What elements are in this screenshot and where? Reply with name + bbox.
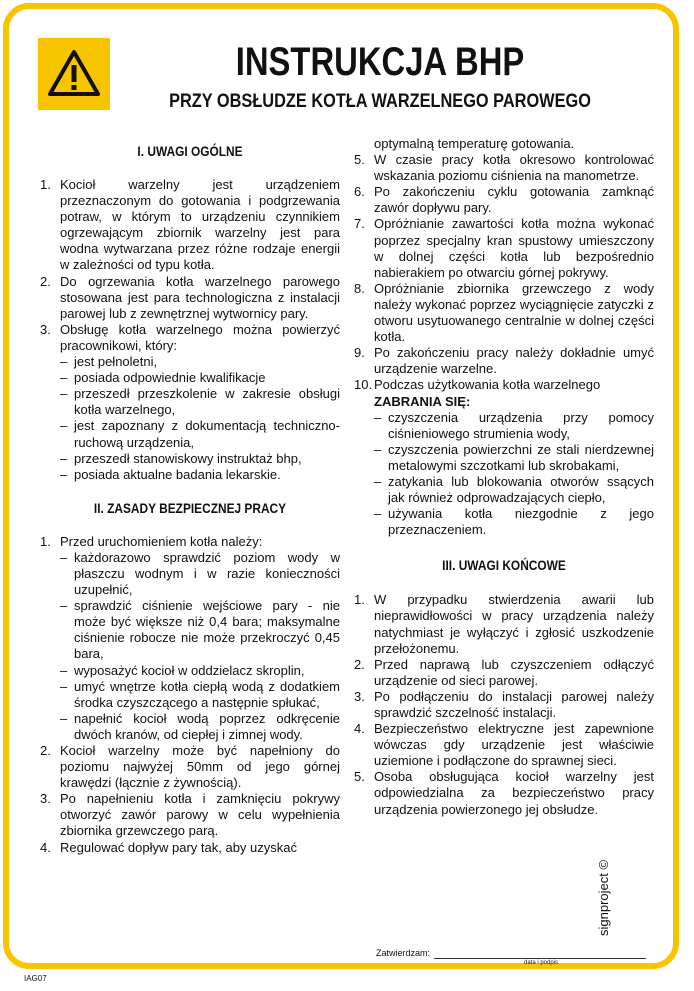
- item-text: optymalną temperaturę gotowania.: [374, 136, 575, 151]
- list-item: [354, 689, 654, 721]
- list-item: [354, 281, 654, 345]
- sublist-text: każdorazowo sprawdzić poziom wody w płaszczu wodnym i w razie konieczności uzupełnić,: [74, 549, 340, 598]
- item-text: Podczas użytkowania kotła warzelnego: [374, 377, 601, 393]
- item-number: 3.: [354, 688, 365, 704]
- list-item: [354, 345, 654, 377]
- list-item: [354, 152, 654, 184]
- item-number: 9.: [354, 345, 365, 361]
- item-number: 2.: [354, 656, 365, 672]
- sublist-text: napełnić kocioł wodą poprzez odkręcenie dwóch kranów, od ciepłej i zimnej wody.: [74, 710, 340, 742]
- list-item: [354, 769, 654, 817]
- item-number: 5.: [354, 152, 365, 168]
- warning-badge: [38, 38, 110, 110]
- sublist-item: – posiada odpowiednie kwalifikacje: [60, 370, 266, 386]
- sublist-item: – czyszczenia powierzchni ze stali nierdzewnej metalowymi szczotkami lub skrobakami,: [374, 441, 654, 473]
- page-title: INSTRUKCJA BHP: [235, 40, 525, 84]
- item-number: 1.: [40, 533, 51, 549]
- list-item: [354, 657, 654, 689]
- list-item: [40, 791, 340, 839]
- sublist-text: wyposażyć kocioł w oddzielacz skroplin,: [74, 662, 305, 678]
- item-text: Bezpieczeństwo elektryczne jest zapewnione wówczas gdy urządzenie jest właściwie uziemione i podłączone do sprawnej sieci.: [374, 721, 654, 769]
- sublist-item: – przeszedł przeszkolenie w zakresie obsługi kotła warzelnego,: [60, 386, 340, 418]
- item-text: Kocioł warzelny może być napełniony do poziomu najwyżej 50mm od jego górnej krawędzi (łącznie z żywnością).: [60, 743, 340, 791]
- sublist-item: – napełnić kocioł wodą poprzez odkręcenie dwóch kranów, od ciepłej i zimnej wody.: [60, 710, 340, 742]
- item-text: Po zakończeniu cyklu gotowania zamknąć zawór dopływu pary.: [374, 184, 654, 216]
- list-item: [354, 216, 654, 280]
- item-text: Po zakończeniu pracy należy dokładnie umyć urządzenie warzelne.: [374, 345, 654, 377]
- section-title-general: I. UWAGI OGÓLNE: [137, 143, 243, 159]
- item-text: Kocioł warzelny jest urządzeniem przeznaczonym do gotowania i podgrzewania potraw, w którym to urządzeniu czynnikiem ogrzewającym zbiornik warzelny jest para wodna wytwarzana przez różne rodzaje energii w zależności od typu kotła.: [60, 177, 340, 273]
- item-text: Regulować dopływ pary tak, aby uzyskać: [60, 839, 298, 855]
- sublist-item: – wyposażyć kocioł w oddzielacz skroplin,: [60, 662, 305, 678]
- right-column: [354, 136, 654, 818]
- brand-mark: signproject ©: [596, 859, 611, 936]
- sublist-text: posiada odpowiednie kwalifikacje: [74, 370, 266, 386]
- item-number: 2.: [40, 743, 51, 758]
- sublist-item: – posiada aktualne badania lekarskie.: [60, 466, 281, 482]
- list-item: [40, 274, 340, 322]
- item-number: 10.: [354, 377, 373, 393]
- sublist-text: jest zapoznany z dokumentacją techniczno-ruchową urządzenia,: [74, 418, 340, 450]
- item-number: 2.: [40, 273, 51, 289]
- section-title-safe-work: II. ZASADY BEZPIECZNEJ PRACY: [93, 499, 287, 516]
- page-subtitle: PRZY OBSŁUDZE KOTŁA WARZELNEGO PAROWEGO: [169, 91, 591, 112]
- list-item: [354, 721, 654, 769]
- sublist-item: – sprawdzić ciśnienie wejściowe pary - nie może być większe niż 0,4 bara; maksymalne ciśnienie robocze nie może przekroczyć 0,45 bara,: [60, 598, 340, 662]
- item-text: Opróżnianie zbiornika grzewczego z wody należy wykonać poprzez wyciągnięcie zatyczki z otworu usytuowanego centralnie w dolnej części kotła.: [374, 280, 654, 345]
- warning-triangle-icon: [46, 46, 102, 102]
- sublist-item: – zatykania lub blokowania otworów ssących jak również odprowadzających ciepło,: [374, 473, 654, 506]
- item-text: Po napełnieniu kotła i zamknięciu pokrywy otworzyć zawór parowy w celu wypełnienia zbiornika grzewczego parą.: [60, 791, 340, 839]
- approval-sublabel: data i podpis: [524, 960, 559, 966]
- sublist: [40, 550, 340, 743]
- prohibition-label: ZABRANIA SIĘ:: [374, 393, 471, 409]
- sublist-item: – jest pełnoletni,: [60, 354, 158, 370]
- sublist-text: zatykania lub blokowania otworów ssących jak również odprowadzających ciepło,: [388, 473, 654, 506]
- sublist: [40, 354, 340, 483]
- item-number: 1.: [354, 592, 365, 608]
- sublist-item: – czyszczenia urządzenia przy pomocy ciśnieniowego strumienia wody,: [374, 409, 654, 441]
- item-text: Przed naprawą lub czyszczeniem odłączyć urządzenie od sieci parowej.: [374, 656, 654, 688]
- item-number: 3.: [40, 321, 51, 337]
- item-text: Osoba obsługująca kocioł warzelny jest odpowiedzialna za bezpieczeństwo pracy urządzenia powierzonego jej obsłudze.: [374, 769, 654, 817]
- item-number: 6.: [354, 184, 365, 200]
- item-number: 4.: [354, 721, 365, 737]
- list-item: [40, 177, 340, 274]
- sublist-text: sprawdzić ciśnienie wejściowe pary - nie może być większe niż 0,4 bara; maksymalne ciśnienie robocze nie może przekroczyć 0,45 bara,: [74, 598, 340, 662]
- item-number: 5.: [354, 769, 365, 785]
- sublist-text: przeszedł przeszkolenie w zakresie obsługi kotła warzelnego,: [74, 386, 340, 418]
- item-number: 3.: [40, 791, 51, 807]
- item-text: Do ogrzewania kotła warzelnego parowego stosowana jest para technologiczna z instalacji parowej lub z zewnętrznej wytwornicy pary.: [60, 273, 340, 321]
- left-column: [40, 136, 340, 856]
- approval-label: Zatwierdzam:: [376, 948, 431, 958]
- sublist-text: jest pełnoletni,: [74, 354, 158, 370]
- sublist-text: czyszczenia powierzchni ze stali nierdzewnej metalowymi szczotkami lub skrobakami,: [388, 441, 654, 473]
- list-item: [354, 592, 654, 656]
- signature-line: [434, 958, 646, 959]
- item-number: 8.: [354, 280, 365, 296]
- item-number: 1.: [40, 177, 51, 192]
- item-text: Obsługę kotła warzelnego można powierzyć pracownikowi, który:: [60, 321, 340, 353]
- sublist-text: przeszedł stanowiskowy instruktaż bhp,: [74, 450, 302, 466]
- item-text: W czasie pracy kotła okresowo kontrolować wskazania poziomu ciśnienia na manometrze.: [374, 152, 654, 184]
- sublist-text: czyszczenia urządzenia przy pomocy ciśnieniowego strumienia wody,: [388, 409, 654, 441]
- item-number: 7.: [354, 216, 365, 232]
- sublist-item: – używania kotła niezgodnie z jego przeznaczeniem.: [374, 506, 654, 538]
- section-title-final: III. UWAGI KOŃCOWE: [442, 557, 566, 574]
- item-text: Opróżnianie zawartości kotła można wykonać poprzez specjalny kran spustowy umieszczony w dolnej części kotła lub bezpośrednio nabierakiem po otwarciu górnej pokrywy.: [374, 216, 654, 280]
- item-text: Po podłączeniu do instalacji parowej należy sprawdzić szczelność instalacji.: [374, 688, 654, 720]
- item-number: 4.: [40, 839, 51, 855]
- list-item: [354, 377, 654, 409]
- sign-code: IAG07: [24, 974, 47, 983]
- list-item: [354, 184, 654, 216]
- sublist-text: umyć wnętrze kotła ciepłą wodą z dodatkiem środka czyszczącego a następnie spłukać,: [74, 678, 340, 710]
- sublist-item: – umyć wnętrze kotła ciepłą wodą z dodatkiem środka czyszczącego a następnie spłukać,: [60, 678, 340, 710]
- list-item: [40, 322, 340, 354]
- list-item-continuation: [354, 136, 654, 152]
- item-text: W przypadku stwierdzenia awarii lub nieprawidłowości w pracy urządzenia należy natychmiast je wyłączyć i zgłosić uszkodzenie przełożonemu.: [374, 592, 654, 656]
- sublist-text: używania kotła niezgodnie z jego przeznaczeniem.: [388, 506, 654, 538]
- list-item: [40, 534, 340, 550]
- list-item: [40, 743, 340, 791]
- list-item: [40, 840, 340, 856]
- sublist-item: – jest zapoznany z dokumentacją techniczno-ruchową urządzenia,: [60, 418, 340, 450]
- sublist-text: posiada aktualne badania lekarskie.: [74, 466, 281, 482]
- item-text: Przed uruchomieniem kotła należy:: [60, 533, 263, 549]
- sublist: [354, 410, 654, 539]
- sublist-item: – każdorazowo sprawdzić poziom wody w płaszczu wodnym i w razie konieczności uzupełnić,: [60, 549, 340, 598]
- sublist-item: – przeszedł stanowiskowy instruktaż bhp,: [60, 450, 302, 466]
